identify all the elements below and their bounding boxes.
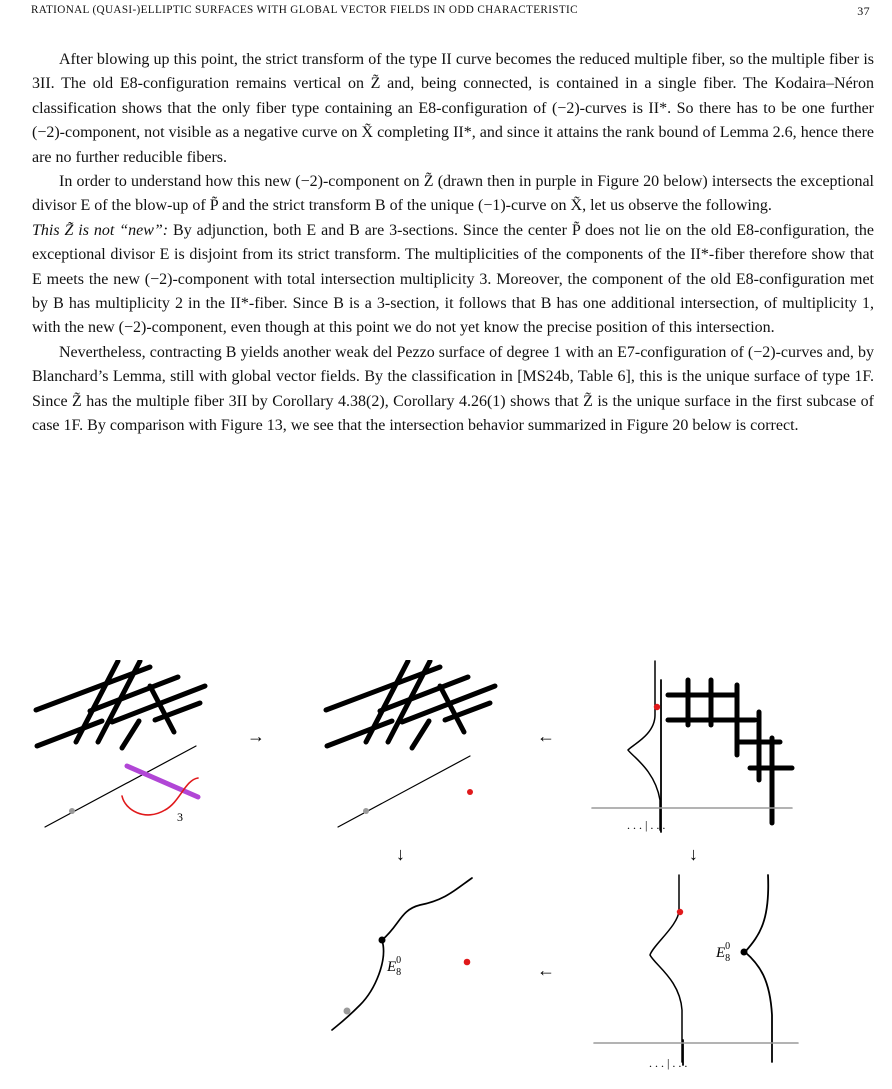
page-number: 37 <box>857 4 870 18</box>
e8-label-left: $E^0$ 8 <box>387 955 402 978</box>
figure-20-svg <box>0 660 892 1089</box>
arrow-down-2: ↓ <box>689 844 698 864</box>
intersection-multiplicity-label: 3 <box>177 810 183 824</box>
e8-label-right: $E^0$ 8 <box>716 941 731 964</box>
panel-top-middle <box>326 661 495 827</box>
arrow-right-1: → <box>247 726 265 746</box>
panel-bottom-right <box>594 875 798 1065</box>
panel-top-right <box>592 661 792 832</box>
figure-20 <box>0 660 892 1089</box>
arrow-left-2: ← <box>537 960 555 980</box>
running-header <box>31 4 870 26</box>
arrow-down-1: ↓ <box>396 844 405 864</box>
paragraph-3-text: By adjunction, both E and B are 3-sections. Since the center P̃ does not lie on the old E8-configuration, the exceptional divisor E is disjoint from its strict transform. The multiplicities of the components of the II*-fiber therefore show that E meets the new (−2)-component with total intersection multiplicity 3. Moreover, the component of the old E8-configuration met by B has multiplicity 2 in the II*-fiber. Since B is a 3-section, it follows that B has one additional intersection, of multiplicity 1, with the new (−2)-component, even though at this point we do not yet know the precise position of this intersection. <box>32 221 875 337</box>
dots-top-right: . . . | . . . <box>627 818 666 832</box>
paragraph-3 <box>32 219 874 341</box>
panel-bottom-middle <box>332 878 472 1030</box>
paragraph-4: Nevertheless, contracting B yields another weak del Pezzo surface of degree 1 with an E7-configuration of (−2)-curves and, by Blanchard’s Lemma, still with global vector fields. By the classification in [MS24b, Table 6], this is the unique surface of type 1F. Since Z̃ has the multiple fiber 3II by Corollary 4.38(2), Corollary 4.26(1) shows that Z̃ is the unique surface in the first subcase of case 1F. By comparison with Figure 13, we see that the intersection behavior summarized in Figure 20 below is correct. <box>32 343 874 435</box>
body-text <box>32 48 874 439</box>
arrow-left-1: ← <box>537 726 555 746</box>
paragraph-1: After blowing up this point, the strict transform of the type II curve becomes the reduced multiple fiber, so the multiple fiber is 3II. The old E8-configuration remains vertical on Z̃ and, being connected, is contained in a single fiber. The Kodaira–Néron classification shows that the only fiber type containing an E8-configuration of (−2)-curves is II*. So there has to be one further (−2)-component, not visible as a negative curve on X̃ completing II*, and since it attains the rank bound of Lemma 2.6, hence there are no further reducible fibers. <box>32 51 874 166</box>
panel-top-left <box>36 661 205 827</box>
paragraph-3-lead: This Z̃ is not “new”: <box>32 221 169 239</box>
paragraph-2: In order to understand how this new (−2)-component on Z̃ (drawn then in purple in Figure 20 below) intersects the exceptional divisor E of the blow-up of P̃ and the strict transform B of the unique (−1)-curve on X̃, let us observe the following. <box>32 173 874 215</box>
dots-bottom-right: . . . | . . . <box>649 1056 688 1070</box>
running-title: RATIONAL (QUASI-)ELLIPTIC SURFACES WITH GLOBAL VECTOR FIELDS IN ODD CHARACTERISTIC <box>31 4 578 16</box>
